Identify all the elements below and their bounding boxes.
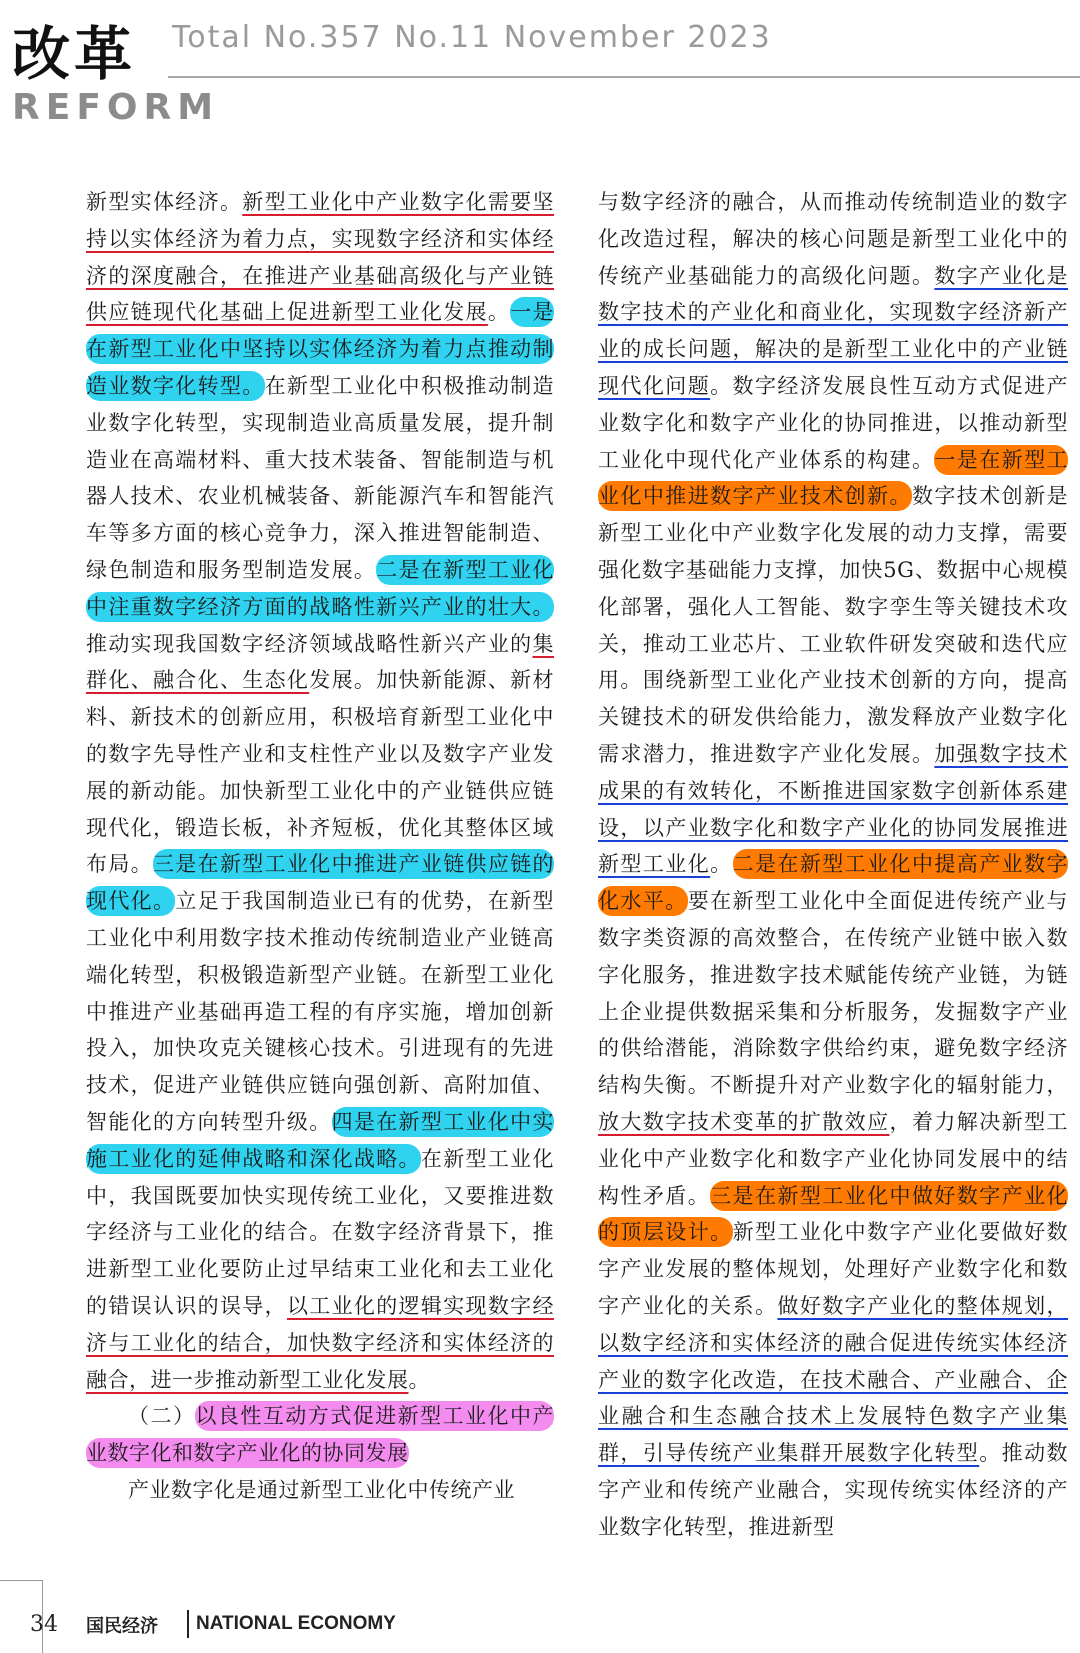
cyan-highlight-point-2: 二是在新型工业化中注重数字经济方面的战略性新兴产业的壮大。 (86, 555, 554, 622)
text-run: 立足于我国制造业已有的优势，在新型工业化中利用数字技术推动传统制造业产业链高端化转型，积极锻造新型产业链。在新型工业化中推进产业基础再造工程的有序实施，增加创新投入，加快攻克关键核心技术。引进现有的先进技术，促进产业链供应链向强创新、高附加值、智能化的方向转型升级。 (86, 889, 555, 1134)
journal-section-cn: 国民经济 (86, 1616, 158, 1637)
section-number: （二） (128, 1404, 196, 1429)
footer-separator (187, 1610, 189, 1638)
text-run: 。 (710, 852, 733, 877)
text-run: 在新型工业化中，我国既要加快实现传统工业化，又要推进数字经济与工业化的结合。在数字经济背景下，推进新型工业化要防止过早结束工业化和去工业化的错误认识的误导， (86, 1146, 554, 1318)
right-paragraph-1 (598, 184, 1068, 1545)
journal-logo-en: REFORM (12, 87, 220, 128)
orange-highlight-point-3: 三是在新型工业化中做好数字产业化的顶层设计。 (598, 1181, 1068, 1248)
right-column (598, 184, 1068, 1545)
left-paragraph-1 (86, 184, 554, 1398)
text-run: 。数字经济发展良性互动方式促进产业数字化和数字产业化的协同推进，以推动新型工业化中现代化产业体系的构建。 (598, 373, 1068, 472)
text-run: 推动实现我国数字经济领域战略性新兴产业的 (86, 631, 533, 656)
text-run: 。推动数字产业和传统产业融合，实现传统实体经济的产业数字化转型，推进新型 (598, 1441, 1069, 1539)
text-run: 与数字经济的融合，从而推动传统制造业的数字化改造过程，解决的核心问题是新型工业化中的传统产业基础能力的高级化问题。 (598, 190, 1068, 288)
text-run: 在新型工业化中积极推动制造业数字化转型，实现制造业高质量发展，提升制造业在高端材料、重大技术装备、智能制造与机器人技术、农业机械装备、新能源汽车和智能汽车等多方面的核心竞争力，深入推进智能制造、绿色制造和服务型制造发展。 (86, 373, 555, 582)
red-underlined-text: 集群化、融合化、生态化 (86, 631, 554, 693)
pink-highlight-heading: 以良性互动方式促进新型工业化中产业数字化和数字产业化的协同发展 (86, 1401, 554, 1468)
text-run: ，着力解决新型工业化中产业数字化和数字产业化协同发展中的结构性矛盾。 (598, 1109, 1069, 1208)
red-underlined-text: 以工业化的逻辑实现数字经济与工业化的结合，加快数字经济和实体经济的融合，进一步推动新型工业化发展 (86, 1293, 555, 1392)
orange-highlight-point-1: 一是在新型工业化中推进数字产业技术创新。 (598, 445, 1068, 512)
orange-highlight-point-2: 二是在新型工业化中提高产业数字化水平。 (598, 849, 1068, 916)
text-run: 数字技术创新是新型工业化中产业数字化发展的动力支撑，需要强化数字基础能力支撑，加快5G、数据中心规模化部署，强化人工智能、数字孪生等关键技术攻关，推动工业芯片、工业软件研发突破和迭代应用。围绕新型工业化产业技术创新的方向，提高关键技术的研发供给能力，激发释放产业数字化需求潜力，推进数字产业化发展。 (598, 484, 1069, 766)
blue-underlined-text: 加强数字技术成果的有效转化，不断推进国家数字创新体系建设，以产业数字化和数字产业化的协同发展推进新型工业化 (598, 741, 1068, 877)
text-run: 新型工业化中数字产业化要做好数字产业发展的整体规划，处理好产业数字化和数字产业化的关系。 (598, 1220, 1069, 1318)
red-underlined-text: 放大数字技术变革的扩散效应 (598, 1109, 890, 1134)
footer-corner-rule (0, 1580, 43, 1581)
journal-section-en: NATIONAL ECONOMY (196, 1613, 396, 1634)
cyan-highlight-point-3: 三是在新型工业化中推进产业链供应链的现代化。 (86, 849, 554, 916)
page-number: 34 (30, 1612, 58, 1637)
left-paragraph-3: 产业数字化是通过新型工业化中传统产业 (128, 1477, 515, 1502)
text-run: 。 (408, 1367, 430, 1392)
text-run: 要在新型工业化中全面促进传统产业与数字类资源的高效整合，在传统产业链中嵌入数字化服务，推进数字技术赋能传统产业链，为链上企业提供数据采集和分析服务，发掘数字产业的供给潜能，消除数字供给约束，避免数字经济结构失衡。不断提升对产业数字化的辐射能力， (598, 889, 1069, 1098)
cyan-highlight-point-1: 一是在新型工业化中坚持以实体经济为着力点推动制造业数字化转型。 (86, 297, 554, 401)
blue-underlined-text: 做好数字产业化的整体规划，以数字经济和实体经济的融合促进传统实体经济产业的数字化改造，在技术融合、产业融合、企业融合和生态融合技术上发展特色数字产业集群，引导传统产业集群开展数字化转型 (598, 1293, 1069, 1466)
blue-underlined-text: 数字产业化是数字技术的产业化和商业化，实现数字经济新产业的成长问题，解决的是新型工业化中的产业链现代化问题 (598, 263, 1068, 398)
text-run: 。 (487, 300, 511, 325)
header-rule (168, 76, 1080, 78)
section-heading (86, 1398, 554, 1472)
text-run: 新型实体经济。 (86, 190, 243, 214)
left-column (86, 184, 554, 1509)
text-run: 发展。加快新能源、新材料、新技术的创新应用，积极培育新型工业化中的数字先导性产业和支柱性产业以及数字产业发展的新动能。加快新型工业化中的产业链供应链现代化，锻造长板，补齐短板，优化其整体区域布局。 (86, 668, 554, 877)
cyan-highlight-point-4: 四是在新型工业化中实施工业化的延伸战略和深化战略。 (86, 1107, 554, 1174)
journal-logo: 改革 (12, 20, 137, 88)
issue-info: Total No.357 No.11 November 2023 (172, 20, 772, 55)
red-underlined-text: 新型工业化中产业数字化需要坚持以实体经济为着力点，实现数字经济和实体经济的深度融合，在推进产业基础高级化与产业链供应链现代化基础上促进新型工业化发展 (86, 190, 555, 325)
